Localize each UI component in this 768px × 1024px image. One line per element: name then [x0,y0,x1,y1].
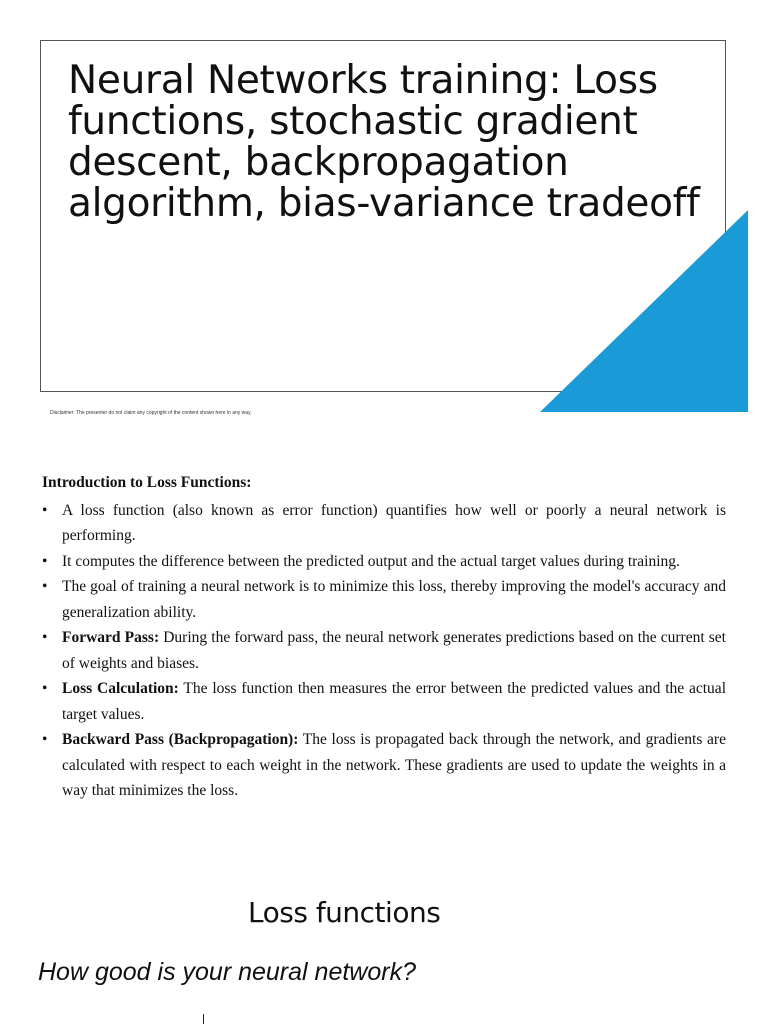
section-title: Loss functions [248,896,441,929]
bullet-icon: • [42,578,48,595]
disclaimer-text: Disclaimer: The presenter do not claim any copyright of the content shown here in any way. [50,410,252,416]
item-text: The loss is propagated back through the network, and gradients are calculated with respect to each weight in the network. These gradients are used to update the weights in a way that minimizes the loss. [62,731,726,799]
item-text: It computes the difference between the predicted output and the actual target values during training. [62,552,680,570]
bullet-icon: • [42,680,48,697]
list-item [42,676,726,727]
item-text: The goal of training a neural network is to minimize this loss, thereby improving the model's accuracy and generalization ability. [62,578,726,621]
bullet-icon: • [42,552,48,570]
item-text: The loss function then measures the error between the predicted values and the actual target values. [62,680,726,723]
title-slide [0,0,768,420]
item-text: A loss function (also known as error function) quantifies how well or poorly a neural network is performing. [62,501,726,544]
item-bold-lead: Forward Pass: [62,629,160,646]
intro-section [42,470,726,804]
item-bold-lead: Loss Calculation: [62,680,179,697]
bullet-icon: • [42,731,48,748]
list-item [42,574,726,625]
section-subtitle: How good is your neural network? [38,958,416,986]
bullet-icon: • [42,501,48,519]
list-item [42,498,726,549]
slide-title: Neural Networks training: Loss functions, stochastic gradient descent, backpropagation algorithm, bias-variance tradeoff [68,58,700,226]
list-item [42,625,726,676]
item-text: During the forward pass, the neural network generates predictions based on the current set of weights and biases. [62,629,726,672]
list-item [42,727,726,804]
list-item [42,549,726,575]
accent-triangle-shape [540,210,748,412]
bullet-icon: • [42,629,48,646]
intro-heading: Introduction to Loss Functions: [42,474,252,491]
item-bold-lead: Backward Pass (Backpropagation): [62,731,299,748]
intro-bullet-list [42,498,726,804]
accent-triangle [540,210,748,412]
text-cursor [203,1014,204,1024]
